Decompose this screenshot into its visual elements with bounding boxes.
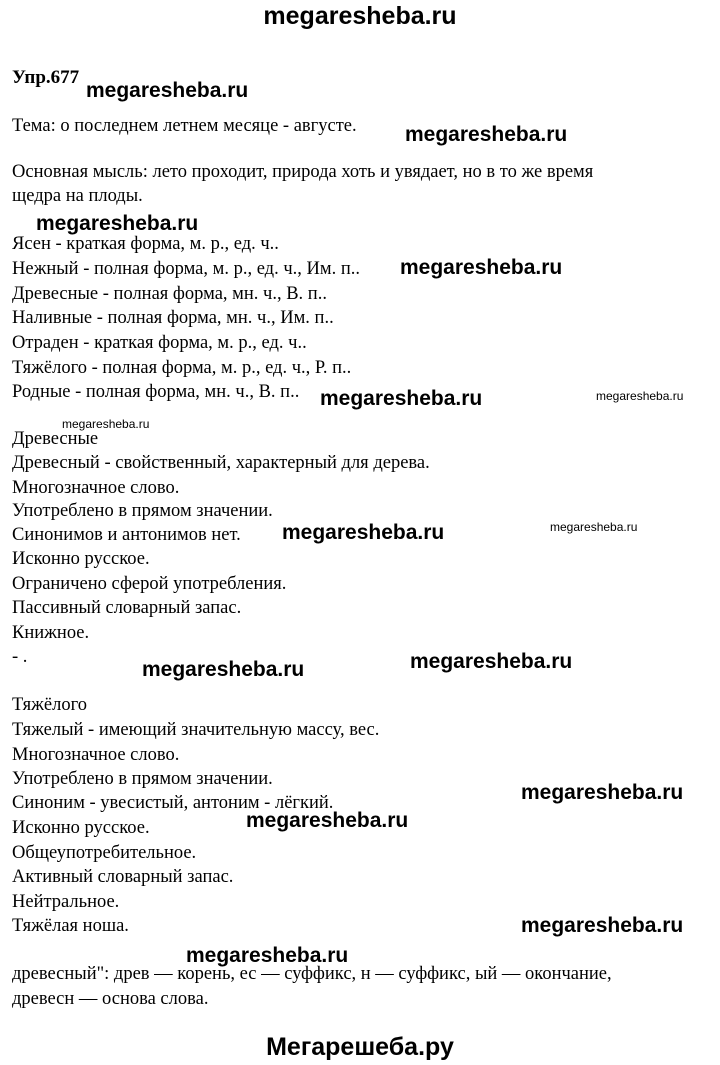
text-line: Синоним - увесистый, антоним - лёгкий. xyxy=(12,793,334,813)
text-line: Древесный - свойственный, характерный для дерева. xyxy=(12,453,430,473)
text-line: Активный словарный запас. xyxy=(12,867,234,887)
watermark: megaresheba.ru xyxy=(282,521,445,544)
watermark: megaresheba.ru xyxy=(142,658,305,681)
text-line: Родные - полная форма, мн. ч., В. п.. xyxy=(12,382,300,402)
site-header: megaresheba.ru xyxy=(263,2,457,30)
watermark: megaresheba.ru xyxy=(596,389,684,403)
watermark: megaresheba.ru xyxy=(521,781,684,804)
watermark: megaresheba.ru xyxy=(86,79,249,102)
text-line: Основная мысль: лето проходит, природа хоть и увядает, но в то же время xyxy=(12,162,594,182)
text-line: Отраден - краткая форма, м. р., ед. ч.. xyxy=(12,333,307,353)
text-line: древесн — основа слова. xyxy=(12,989,209,1009)
text-line: Древесные - полная форма, мн. ч., В. п.. xyxy=(12,284,327,304)
watermark: megaresheba.ru xyxy=(36,212,199,235)
watermark: megaresheba.ru xyxy=(521,914,684,937)
watermark: megaresheba.ru xyxy=(400,256,563,279)
watermark: megaresheba.ru xyxy=(550,520,638,534)
text-line: древесный": древ — корень, ес — суффикс, н — суффикс, ый — окончание, xyxy=(12,964,612,984)
text-line: Многозначное слово. xyxy=(12,478,180,498)
watermark: megaresheba.ru xyxy=(410,650,573,673)
text-line: Тема: о последнем летнем месяце - августе. xyxy=(12,116,357,136)
watermark: megaresheba.ru xyxy=(246,809,409,832)
text-line: Нежный - полная форма, м. р., ед. ч., Им. п.. xyxy=(12,259,360,279)
text-line: Употреблено в прямом значении. xyxy=(12,501,273,521)
text-line: Ясен - краткая форма, м. р., ед. ч.. xyxy=(12,234,279,254)
exercise-number: Упр.677 xyxy=(12,67,80,88)
text-line: Ограничено сферой употребления. xyxy=(12,574,287,594)
text-line: Пассивный словарный запас. xyxy=(12,598,242,618)
text-line: Исконно русское. xyxy=(12,818,150,838)
text-line: Тяжёлого xyxy=(12,695,87,715)
watermark: megaresheba.ru xyxy=(320,387,483,410)
text-line: - . xyxy=(12,647,28,667)
text-line: Книжное. xyxy=(12,623,90,643)
text-line: Тяжёлая ноша. xyxy=(12,916,129,936)
text-line: Синонимов и антонимов нет. xyxy=(12,525,241,545)
text-line: Нейтральное. xyxy=(12,892,120,912)
watermark: megaresheba.ru xyxy=(62,417,150,431)
text-line: Общеупотребительное. xyxy=(12,843,197,863)
text-line: Исконно русское. xyxy=(12,549,150,569)
watermark: megaresheba.ru xyxy=(405,123,568,146)
text-line: Употреблено в прямом значении. xyxy=(12,769,273,789)
watermark: megaresheba.ru xyxy=(186,944,349,967)
text-line: щедра на плоды. xyxy=(12,186,143,206)
text-line: Тяжёлого - полная форма, м. р., ед. ч., Р. п.. xyxy=(12,358,352,378)
text-line: Многозначное слово. xyxy=(12,745,180,765)
text-line: Тяжелый - имеющий значительную массу, вес. xyxy=(12,720,380,740)
site-footer: Мегарешеба.ру xyxy=(266,1033,454,1061)
text-line: Древесные xyxy=(12,429,99,449)
text-line: Наливные - полная форма, мн. ч., Им. п.. xyxy=(12,308,334,328)
